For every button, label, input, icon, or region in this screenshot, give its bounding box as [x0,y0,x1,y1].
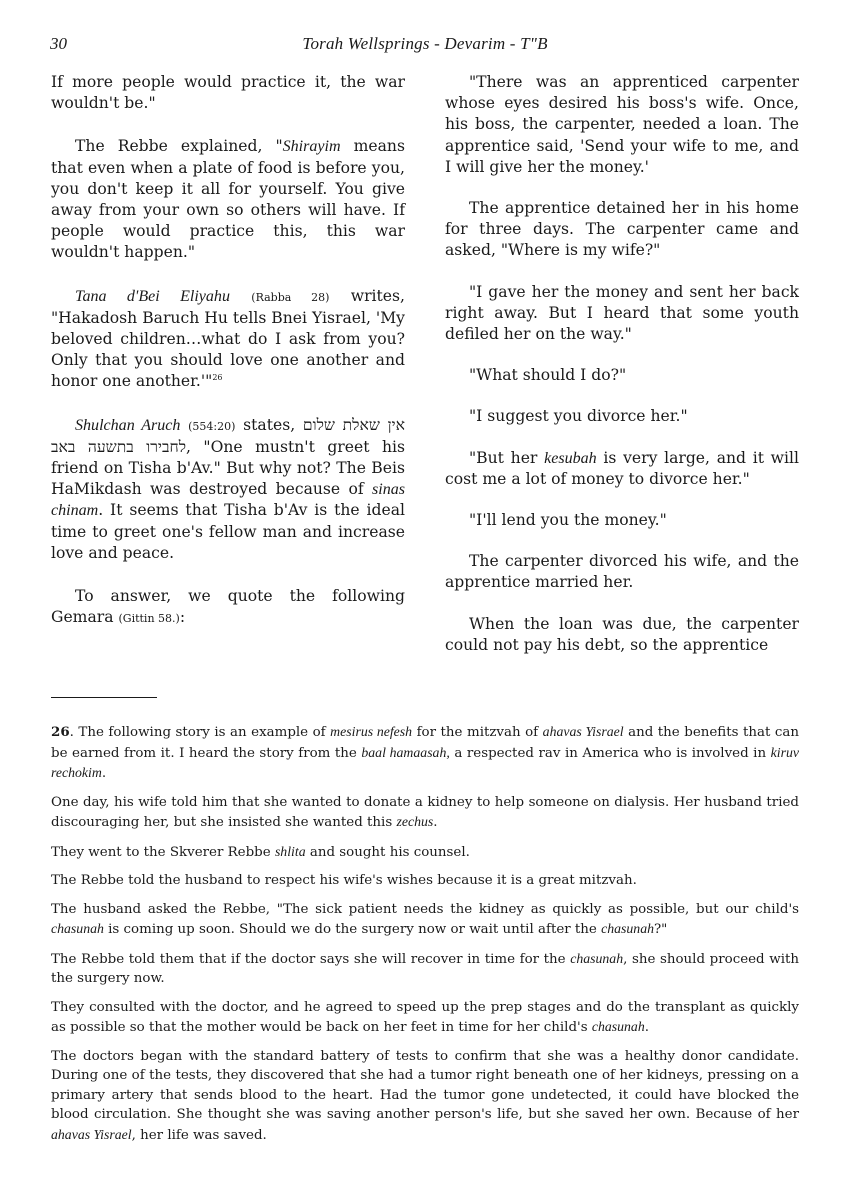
paragraph: Shulchan Aruch (554:20) states, אין שאלת שלום לחבירו בתשעה באב, "One mustn't greet his friend on Tisha b'Av." But why not? The Beis HaMikdash was destroyed because of sinas chinam. It seems that Tisha b'Av is the ideal time to greet one's fellow man and increase love and peace. [51,415,405,562]
left-column [51,72,405,649]
footnotes [51,722,799,1154]
footnote-divider [51,697,157,698]
paragraph: When the loan was due, the carpenter could not pay his debt, so the apprentice [445,614,799,654]
footnote-paragraph: The Rebbe told the husband to respect his wife's wishes because it is a great mitzvah. [51,873,637,888]
paragraph: "But her kesubah is very large, and it will cost me a lot of money to divorce her." [445,448,799,488]
footnote-paragraph: 26. The following story is an example of mesirus nefesh for the mitzvah of ahavas Yisrael and the benefits that can be earned from it. I heard the story from the baal hamaasah, a respected rav in America who is involved in kiruv rechokim. [51,724,800,781]
footnote-paragraph: They consulted with the doctor, and he agreed to speed up the prep stages and do the transplant as quickly as possible so that the mother would be back on her feet in time for her child's chasunah. [51,999,799,1035]
paragraph: "What should I do?" [469,366,627,385]
footnote-marker: 26 [212,373,223,383]
hebrew-quote: אין שאלת שלום לחבירו בתשעה באב [51,415,405,456]
footnote-paragraph: The Rebbe told them that if the doctor says she will recover in time for the chasunah, she should proceed with the surgery now. [51,950,799,986]
running-title: Torah Wellsprings - Devarim - T"B [302,34,548,53]
page-header [50,34,800,58]
paragraph: The apprentice detained her in his home for three days. The carpenter came and asked, "Where is my wife?" [445,199,799,260]
paragraph: The carpenter divorced his wife, and the apprentice married her. [445,552,799,592]
footnote-paragraph: The doctors began with the standard battery of tests to confirm that she was a healthy donor candidate. During one of the tests, they discovered that she had a tumor right beneath one of her kidneys, pressing on a primary artery that sends blood to the heart. Had the tumor gone undetected, it could have blocked the blood circulation. She thought she was saving another person's life, but she saved her own. Because of her ahavas Yisrael, her life was saved. [51,1048,799,1143]
paragraph: "I suggest you divorce her." [469,407,688,426]
paragraph: "There was an apprenticed carpenter whose eyes desired his boss's wife. Once, his boss, the carpenter, needed a loan. The apprentice said, 'Send your wife to me, and I will give her the money.' [445,73,799,176]
paragraph: If more people would practice it, the war wouldn't be." [51,73,405,113]
footnote-number: 26 [51,724,70,740]
right-column [445,72,799,676]
footnote-paragraph: They went to the Skverer Rebbe shlita and sought his counsel. [51,843,470,860]
paragraph: The Rebbe explained, "Shirayim means that even when a plate of food is before you, you don't keep it all for yourself. You give away from your own so others will have. If people would practice this, this war wouldn't happen." [51,137,405,262]
paragraph: Tana d'Bei Eliyahu (Rabba 28) writes, "Hakadosh Baruch Hu tells Bnei Yisrael, 'My beloved children…what do I ask from you? Only that you should love one another and honor one another.'"$^{26}$ [51,286,405,391]
page-number: 30 [50,34,67,53]
paragraph: "I gave her the money and sent her back right away. But I heard that some youth defiled her on the way." [445,282,799,344]
paragraph: "I'll lend you the money." [469,511,667,530]
footnote-paragraph: One day, his wife told him that she wanted to donate a kidney to help someone on dialysis. Her husband tried discouraging her, but she insisted she wanted this zechus. [51,794,799,830]
paragraph: To answer, we quote the following Gemara (Gittin 58.): [51,587,405,627]
footnote-paragraph: The husband asked the Rebbe, "The sick patient needs the kidney as quickly as possible, but our child's chasunah is coming up soon. Should we do the surgery now or wait until after the chasunah?" [51,901,799,937]
